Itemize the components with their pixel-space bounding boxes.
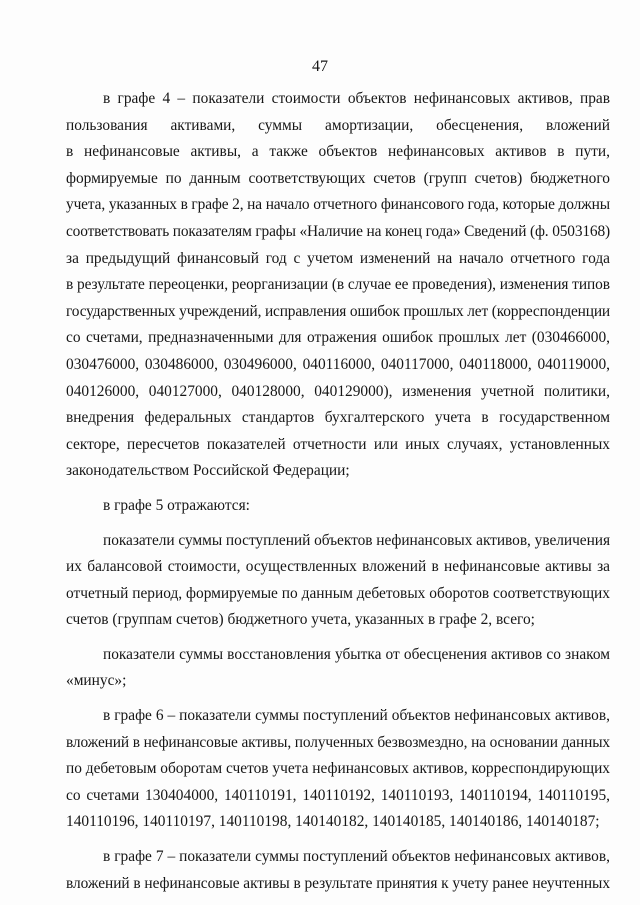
text-line: показатели суммы восстановления убытка от обесценения активов со знаком bbox=[103, 645, 610, 663]
paragraph-grafa-4 bbox=[66, 86, 610, 485]
text-line: счетов (группам счетов) бюджетного учета, указанных в графе 2, всего; bbox=[66, 611, 535, 629]
text-line: показатели суммы поступлений объектов нефинансовых активов, увеличения bbox=[103, 531, 610, 549]
text-line: в графе 6 – показатели суммы поступлений объектов нефинансовых активов, bbox=[103, 707, 610, 725]
text-line: по дебетовым оборотам счетов учета нефинансовых активов, корреспондирующих bbox=[66, 760, 611, 778]
text-line: в графе 4 – показатели стоимости объектов нефинансовых активов, прав bbox=[103, 90, 610, 107]
text-line: секторе, пересчетов показателей отчетности или иных случаях, установленных bbox=[66, 435, 610, 453]
page-number: 47 bbox=[312, 58, 328, 75]
text-line: за предыдущий финансовый год с учетом изменений на начало отчетного года bbox=[66, 249, 610, 267]
text-line: 140110196, 140110197, 140110198, 140140182, 140140185, 140140186, 140140187; bbox=[66, 813, 600, 831]
text-line: государственных учреждений, исправления ошибок прошлых лет (корреспонденции bbox=[66, 302, 610, 320]
text-line: пользования активами, суммы амортизации, обесценения, вложений bbox=[66, 116, 610, 134]
text-line: 030476000, 030486000, 030496000, 040116000, 040117000, 040118000, 040119000, bbox=[66, 355, 610, 373]
text-line: в нефинансовые активы, а также объектов нефинансовых активов в пути, bbox=[66, 143, 610, 161]
paragraph-grafa-7 bbox=[66, 844, 610, 897]
text-line: 040126000, 040127000, 040128000, 040129000), изменения учетной политики, bbox=[66, 382, 610, 400]
text-line: в графе 7 – показатели суммы поступлений объектов нефинансовых активов, bbox=[103, 848, 610, 866]
text-line: учета, указанных в графе 2, на начало отчетного финансового года, которые должны bbox=[66, 196, 610, 214]
paragraph-grafa-5-receipts bbox=[66, 528, 610, 634]
paragraph-grafa-5-impairment bbox=[66, 642, 610, 695]
text-line: со счетами, предназначенными для отражения ошибок прошлых лет (030466000, bbox=[66, 329, 610, 347]
text-line: формируемые по данным соответствующих счетов (групп счетов) бюджетного bbox=[66, 169, 610, 187]
text-line: со счетами 130404000, 140110191, 140110192, 140110193, 140110194, 140110195, bbox=[66, 786, 610, 804]
text-line: вложений в нефинансовые активы в результате принятия к учету ранее неучтенных bbox=[66, 874, 610, 892]
text-line: в графе 5 отражаются: bbox=[103, 496, 250, 514]
text-line: их балансовой стоимости, осуществленных вложений в нефинансовые активы за bbox=[66, 558, 610, 576]
paragraph-grafa-5-heading bbox=[66, 493, 610, 520]
text-line: законодательством Российской Федерации; bbox=[66, 462, 350, 480]
text-line: отчетный период, формируемые по данным дебетовых оборотов соответствующих bbox=[66, 584, 610, 602]
paragraph-grafa-6 bbox=[66, 703, 610, 836]
text-line: в результате переоценки, реорганизации (в случае ее проведения), изменения типов bbox=[66, 276, 610, 294]
text-line: соответствовать показателям графы «Наличие на конец года» Сведений (ф. 0503168) bbox=[66, 222, 610, 240]
text-line: «минус»; bbox=[66, 672, 127, 690]
text-line: вложений в нефинансовые активы, полученных безвозмездно, на основании данных bbox=[66, 733, 610, 751]
document-body bbox=[66, 86, 610, 897]
text-line: внедрения федеральных стандартов бухгалтерского учета в государственном bbox=[66, 409, 610, 427]
